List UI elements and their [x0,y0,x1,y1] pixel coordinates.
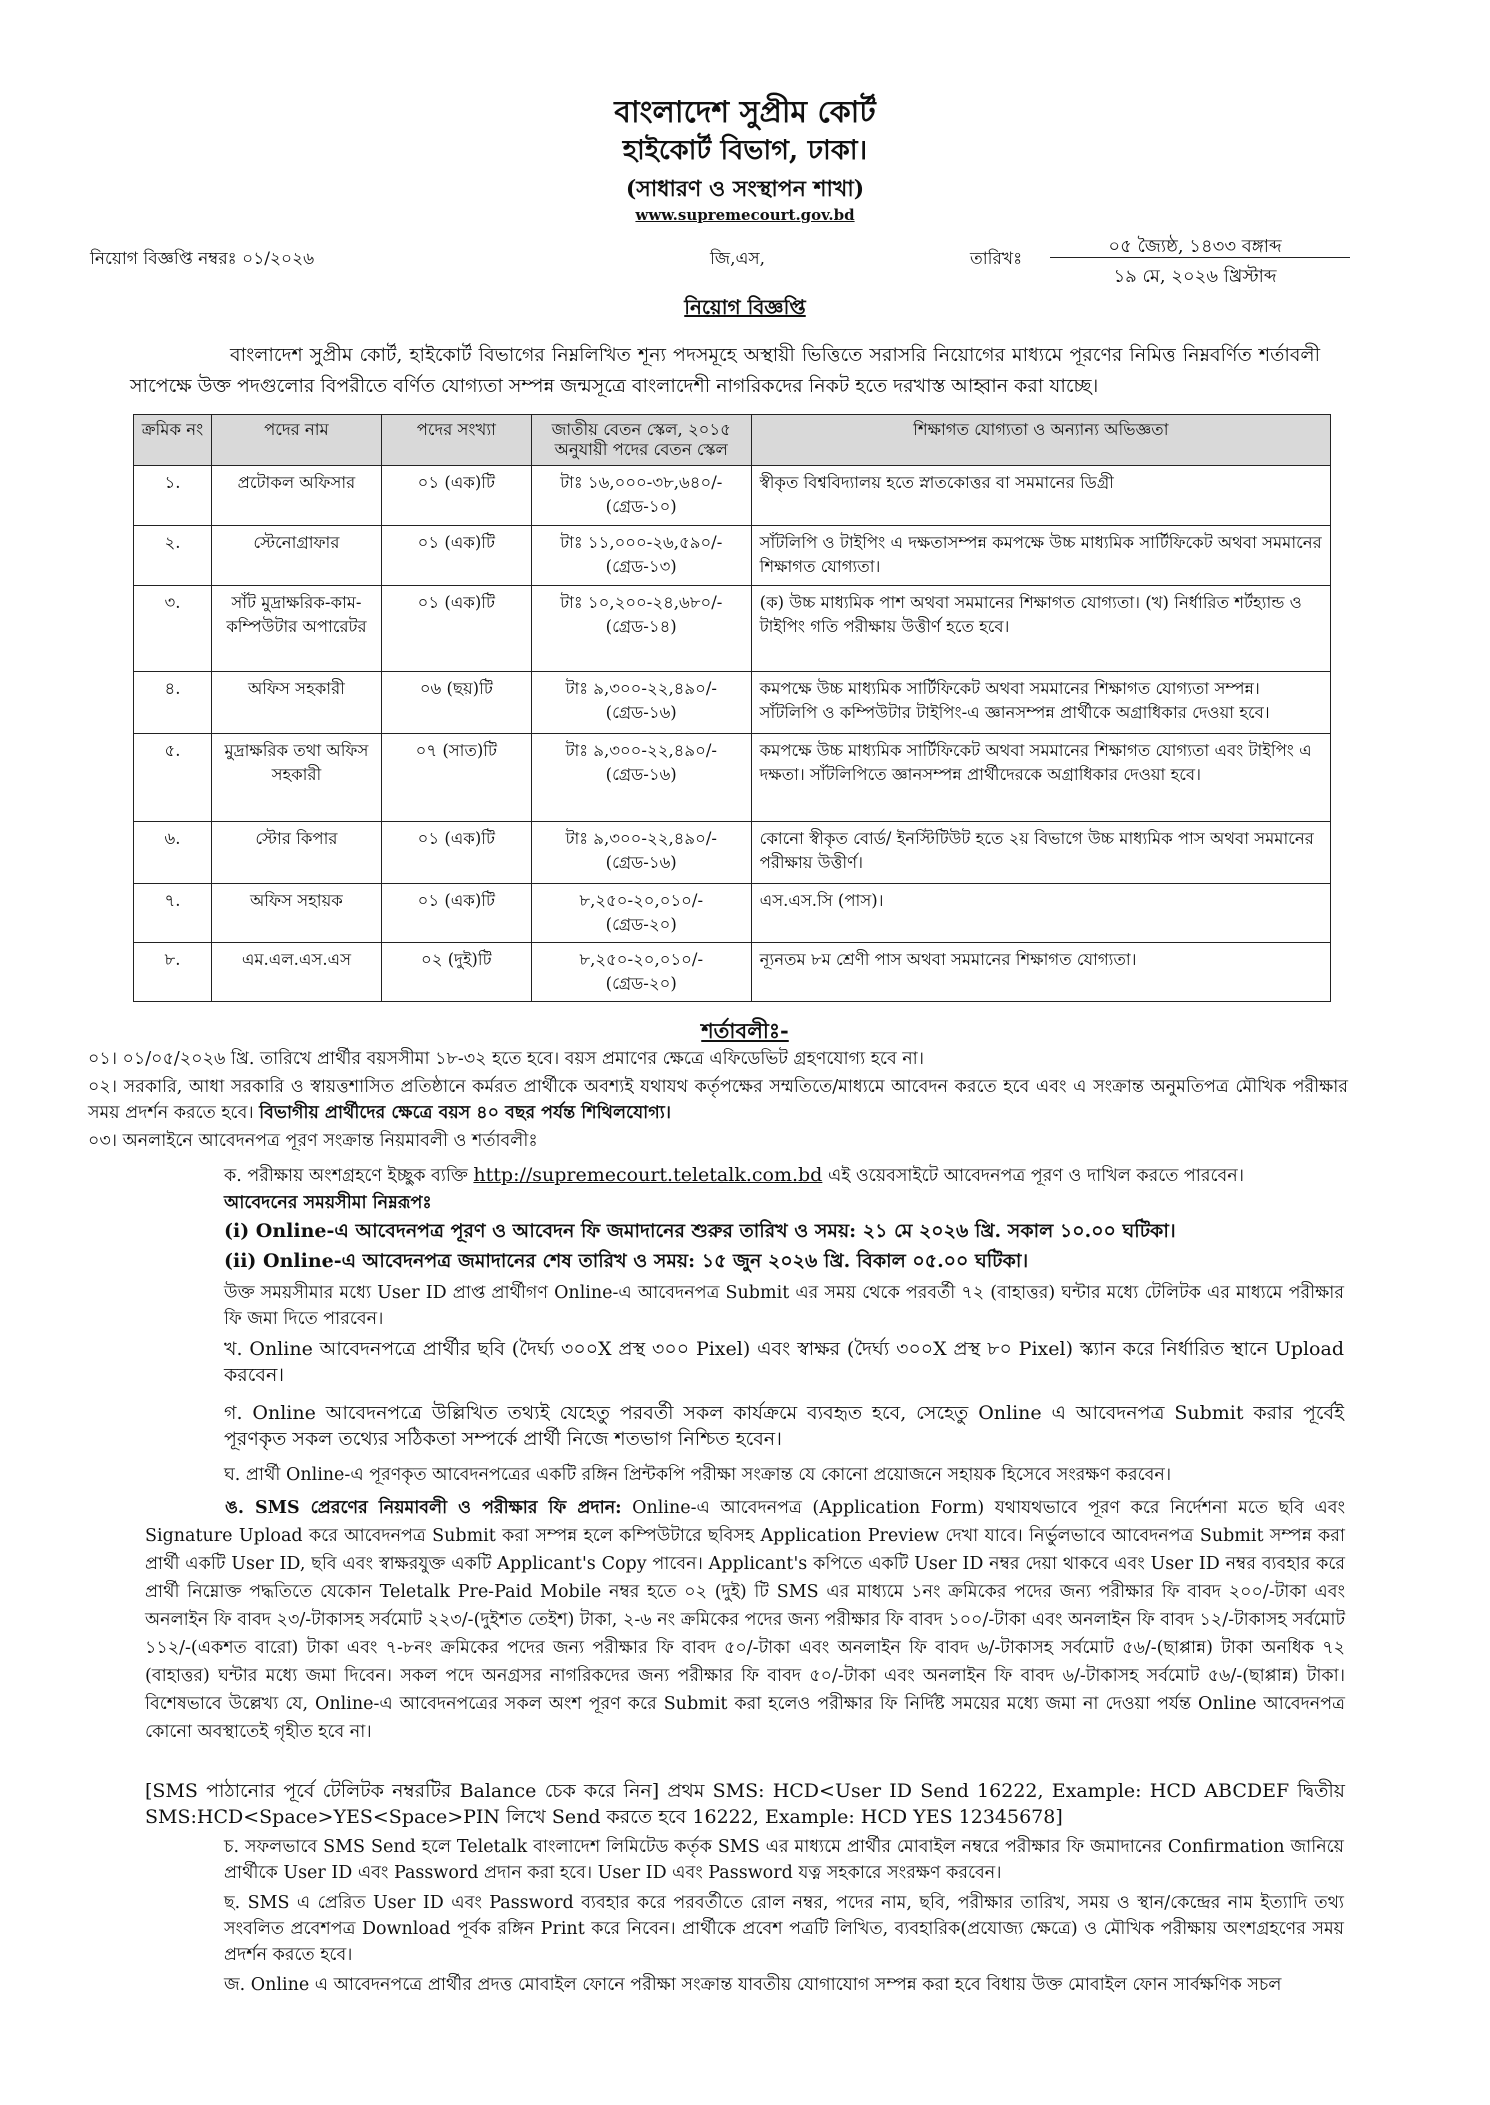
clause-kha: খ. Online আবেদনপত্রে প্রার্থীর ছবি (দৈর্ঘ্য ৩০০X প্রস্থ ৩০০ Pixel) এবং স্বাক্ষর (দৈর্ঘ্য ৩০০X প্রস্থ ৮০ Pixel) স্ক্যান করে নির্ধারিত স্থানে Upload করবেন। [224,1338,1344,1386]
cell-grade: (গ্রেড-১৬) [605,853,677,872]
table-row [134,943,1331,1002]
clause-cha: চ. সফলভাবে SMS Send হলে Teletalk বাংলাদেশ লিমিটেড কর্তৃক SMS এর মাধ্যমে প্রার্থীর মোবাইল নম্বরে পরীক্ষার ফি জমাদানের Confirmation জানিয়ে প্রার্থীকে User ID এবং Password প্রদান করা হবে। User ID এবং Password যত্ন সহকারে সংরক্ষণ করবেন। [224,1837,1344,1883]
conditions-title: শর্তাবলীঃ- [701,1018,789,1043]
cell-scale-amount: টাঃ ৯,৩০০-২২,৪৯০/- [565,829,717,848]
gs-reference: জি,এস, [710,249,766,269]
cell-scale-amount: টাঃ ৯,৩০০-২২,৪৯০/- [565,741,717,760]
cell-scale [531,884,751,943]
condition-03: ০৩। অনলাইনে আবেদনপত্র পূরণ সংক্রান্ত নিয়মাবলী ও শর্তাবলীঃ [88,1131,538,1151]
branch-name: (সাধারণ ও সংস্থাপন শাখা) [625,176,865,202]
header-serial: ক্রমিক নং [134,415,212,466]
cell-count: ০১ (এক)টি [381,526,531,586]
clause-umo-head: ঙ. SMS প্রেরণের নিয়মাবলী ও পরীক্ষার ফি প্রদান: [225,1498,622,1518]
clause-ja: জ. Online এ আবেদনপত্রে প্রার্থীর প্রদত্ত মোবাইল ফোনে পরীক্ষা সংক্রান্ত যাবতীয় যোগাযোগ সম্পন্ন করা হবে বিধায় উক্ত মোবাইল ফোন সার্বক্ষণিক সচল [224,1975,1282,1995]
cell-grade: (গ্রেড-১৩) [605,557,677,576]
cell-serial: ৮. [134,943,212,1002]
cell-qualification: কোনো স্বীকৃত বোর্ড/ ইনস্টিটিউট হতে ২য় বিভাগে উচ্চ মাধ্যমিক পাস অথবা সমমানের পরীক্ষায় উত্তীর্ণ। [751,822,1330,884]
table-row [134,734,1331,822]
table-row [134,672,1331,734]
cell-qualification: কমপক্ষে উচ্চ মাধ্যমিক সার্টিফিকেট অথবা সমমানের শিক্ষাগত যোগ্যতা সম্পন্ন। সাঁটলিপি ও কম্পিউটার টাইপিং-এ জ্ঞানসম্পন্ন প্রার্থীকে অগ্রাধিকার দেওয়া হবে। [751,672,1330,734]
cell-scale [531,943,751,1002]
cell-count: ০১ (এক)টি [381,586,531,672]
table-header-row [134,415,1331,466]
date-label: তারিখঃ [970,249,1023,269]
cell-scale-amount: ৮,২৫০-২০,০১০/- [579,891,704,910]
division-name: হাইকোর্ট বিভাগ, ঢাকা। [622,135,868,166]
table-row [134,586,1331,672]
website-link[interactable]: www.supremecourt.gov.bd [635,206,855,224]
cell-post: প্রটোকল অফিসার [211,466,381,526]
cell-count: ০১ (এক)টি [381,884,531,943]
clause-ka-post: এই ওয়েবসাইটে আবেদনপত্র পূরণ ও দাখিল করতে পারবেন। [827,1166,1244,1186]
cell-serial: ৬. [134,822,212,884]
clause-ga: গ. Online আবেদনপত্রে উল্লিখিত তথ্যই যেহেতু পরবর্তী সকল কার্যক্রমে ব্যবহৃত হবে, সেহেতু Online এ আবেদনপত্র Submit করার পূর্বেই পূরণকৃত সকল তথ্যের সঠিকতা সম্পর্কে প্রার্থী নিজে শতভাগ নিশ্চিত হবেন। [224,1402,1344,1450]
cell-scale-amount: টাঃ ৯,৩০০-২২,৪৯০/- [565,679,717,698]
header-post: পদের নাম [211,415,381,466]
org-name: বাংলাদেশ সুপ্রীম কোর্ট [614,95,876,130]
deadline-heading: আবেদনের সময়সীমা নিম্নরূপঃ [224,1193,432,1213]
cell-count: ০২ (দুই)টি [381,943,531,1002]
cell-scale [531,586,751,672]
cell-grade: (গ্রেড-১০) [605,497,677,516]
cell-scale [531,526,751,586]
cell-grade: (গ্রেড-২০) [605,915,677,934]
cell-post: স্টেনোগ্রাফার [211,526,381,586]
cell-serial: ৭. [134,884,212,943]
cell-qualification: ন্যূনতম ৮ম শ্রেণী পাস অথবা সমমানের শিক্ষাগত যোগ্যতা। [751,943,1330,1002]
cell-grade: (গ্রেড-১৬) [605,703,677,722]
cell-post: সাঁট মুদ্রাক্ষরিক-কাম-কম্পিউটার অপারেটর [211,586,381,672]
cell-qualification: স্বীকৃত বিশ্ববিদ্যালয় হতে স্নাতকোত্তর বা সমমানের ডিগ্রী [751,466,1330,526]
clause-ka [224,1162,1344,1189]
cell-serial: ২. [134,526,212,586]
clause-gha: ঘ. প্রার্থী Online-এ পূরণকৃত আবেদনপত্রের একটি রঙ্গিন প্রিন্টকপি পরীক্ষা সংক্রান্ত যে কোনো প্রয়োজনে সহায়ক হিসেবে সংরক্ষণ করবেন। [224,1465,1172,1485]
clause-umo-body: Online-এ আবেদনপত্র (Application Form) যথাযথভাবে পূরণ করে নির্দেশনা মতে ছবি এবং Signature Upload করে আবেদনপত্র Submit করা সম্পন্ন হলে কম্পিউটারে ছবিসহ Application Preview দেখা যাবে। নির্ভুলভাবে আবেদনপত্র Submit সম্পন্ন করা প্রার্থী একটি User ID, ছবি এবং স্বাক্ষরযুক্ত একটি Applicant's Copy পাবেন। Applicant's কপিতে একটি User ID নম্বর দেয়া থাকবে এবং User ID নম্বর ব্যবহার করে প্রার্থী নিম্নোক্ত পদ্ধতিতে যেকোন Teletalk Pre-Paid Mobile নম্বর হতে ০২ (দুই) টি SMS এর মাধ্যমে ১নং ক্রমিকের পদের জন্য পরীক্ষার ফি বাবদ ২০০/-টাকা এবং অনলাইন ফি বাবদ ২৩/-টাকাসহ সর্বমোট ২২৩/-(দুইশত তেইশ) টাকা, ২-৬ নং ক্রমিকের পদের জন্য পরীক্ষার ফি বাবদ ১০০/-টাকা এবং অনলাইন ফি বাবদ ১২/-টাকাসহ সর্বমোট ১১২/-(একশত বারো) টাকা এবং ৭-৮নং ক্রমিকের পদের জন্য পরীক্ষার ফি বাবদ ৫০/-টাকা এবং অনলাইন ফি বাবদ ৬/-টাকাসহ সর্বমোট ৫৬/-(ছাপ্পান্ন) টাকা অনধিক ৭২ (বাহাত্তর) ঘন্টার মধ্যে জমা দিবেন। সকল পদে অনগ্রসর নাগরিকদের জন্য পরীক্ষার ফি বাবদ ৫০/-টাকা এবং অনলাইন ফি বাবদ ৬/-টাকাসহ সর্বমোট ৫৬/-(ছাপ্পান্ন) টাকা। বিশেষভাবে উল্লেখ্য যে, Online-এ আবেদনপত্রের সকল অংশ পূরণ করে Submit করা হলেও পরীক্ষার ফি নির্দিষ্ট সময়ের মধ্যে জমা না দেওয়া পর্যন্ত Online আবেদনপত্র কোনো অবস্থাতেই গৃহীত হবে না। [145,1498,1345,1742]
clause-chha: ছ. SMS এ প্রেরিত User ID এবং Password ব্যবহার করে পরবর্তীতে রোল নম্বর, পদের নাম, ছবি, পরীক্ষার তারিখ, সময় ও স্থান/কেন্দ্রের নাম ইত্যাদি তথ্য সংবলিত প্রবেশপত্র Download পূর্বক রঙ্গিন Print করে নিবেন। প্রার্থীকে প্রবেশ পত্রটি লিখিত, ব্যবহারিক(প্রযোজ্য ক্ষেত্রে) ও মৌখিক পরীক্ষায় অংশগ্রহণের সময় প্রদর্শন করতে হবে। [224,1893,1344,1965]
cell-serial: ৪. [134,672,212,734]
cell-scale [531,672,751,734]
cell-qualification: কমপক্ষে উচ্চ মাধ্যমিক সার্টিফিকেট অথবা সমমানের শিক্ষাগত যোগ্যতা এবং টাইপিং এ দক্ষতা। সাঁটলিপিতে জ্ঞানসম্পন্ন প্রার্থীদেরকে অগ্রাধিকার দেওয়া হবে। [751,734,1330,822]
table-row [134,884,1331,943]
cell-scale-amount: ৮,২৫০-২০,০১০/- [579,950,704,969]
cell-qualification: সাঁটলিপি ও টাইপিং এ দক্ষতাসম্পন্ন কমপক্ষে উচ্চ মাধ্যমিক সার্টিফিকেট অথবা সমমানের শিক্ষাগত যোগ্যতা। [751,526,1330,586]
notice-title: নিয়োগ বিজ্ঞপ্তি [684,295,806,319]
date-english: ১৯ মে, ২০২৬ খ্রিস্টাব্দ [1113,266,1277,287]
header-qualification: শিক্ষাগত যোগ্যতা ও অন্যান্য অভিজ্ঞতা [751,415,1330,466]
clause-umo [145,1494,1345,1746]
fee-deadline-note: উক্ত সময়সীমার মধ্যে User ID প্রাপ্ত প্রার্থীগণ Online-এ আবেদনপত্র Submit এর সময় থেকে পরবর্তী ৭২ (বাহাত্তর) ঘন্টার মধ্যে টেলিটক এর মাধ্যমে পরীক্ষার ফি জমা দিতে পারবেন। [224,1283,1344,1329]
cell-scale-amount: টাঃ ১৬,০০০-৩৮,৬৪০/- [560,473,723,492]
clause-ka-pre: ক. পরীক্ষায় অংশগ্রহণে ইচ্ছুক ব্যক্তি [224,1166,468,1186]
header-scale-line2: অনুযায়ী পদের বেতন স্কেল [554,440,728,459]
cell-scale [531,466,751,526]
cell-scale-amount: টাঃ ১০,২০০-২৪,৬৮০/- [560,593,723,612]
table-row [134,466,1331,526]
table-row [134,822,1331,884]
deadline-start: (i) Online-এ আবেদনপত্র পূরণ ও আবেদন ফি জমাদানের শুরুর তারিখ ও সময়: ২১ মে ২০২৬ খ্রি. সকাল ১০.০০ ঘটিকা। [224,1220,1176,1242]
date-bangla: ০৫ জ্যৈষ্ঠ, ১৪৩৩ বঙ্গাব্দ [1108,236,1282,257]
cell-serial: ৩. [134,586,212,672]
cell-post: স্টোর কিপার [211,822,381,884]
cell-post: অফিস সহায়ক [211,884,381,943]
cell-grade: (গ্রেড-২০) [605,974,677,993]
cell-grade: (গ্রেড-১৬) [605,765,677,784]
deadline-end: (ii) Online-এ আবেদনপত্র জমাদানের শেষ তারিখ ও সময়: ১৫ জুন ২০২৬ খ্রি. বিকাল ০৫.০০ ঘটিকা। [224,1250,1029,1272]
cell-post: অফিস সহকারী [211,672,381,734]
intro-paragraph: বাংলাদেশ সুপ্রীম কোর্ট, হাইকোর্ট বিভাগের নিম্নলিখিত শূন্য পদসমূহে অস্থায়ী ভিত্তিতে সরাসরি নিয়োগের মাধ্যমে পূরণের নিমিত্ত নিম্নবর্ণিত শর্তাবলী সাপেক্ষে উক্ত পদগুলোর বিপরীতে বর্ণিত যোগ্যতা সম্পন্ন জন্মসূত্রে বাংলাদেশী নাগরিকদের নিকট হতে দরখাস্ত আহ্বান করা যাচ্ছে। [130,344,1320,397]
sms-format: [SMS পাঠানোর পূর্বে টেলিটক নম্বরটির Balance চেক করে নিন] প্রথম SMS: HCD<User ID Send 16222, Example: HCD ABCDEF দ্বিতীয় SMS:HCD<Space>YES<Space>PIN লিখে Send করতে হবে 16222, Example: HCD YES 12345678] [145,1780,1345,1828]
cell-serial: ১. [134,466,212,526]
table-row [134,526,1331,586]
cell-grade: (গ্রেড-১৪) [605,617,677,636]
cell-count: ০৭ (সাত)টি [381,734,531,822]
condition-01: ০১। ০১/০৫/২০২৬ খ্রি. তারিখে প্রার্থীর বয়সসীমা ১৮-৩২ হতে হবে। বয়স প্রমাণের ক্ষেত্রে এফিডেভিট গ্রহণযোগ্য হবে না। [88,1049,925,1069]
vacancy-table [133,414,1331,1002]
notice-number: নিয়োগ বিজ্ঞপ্তি নম্বরঃ ০১/২০২৬ [90,249,315,269]
condition-02-relaxation: বিভাগীয় প্রার্থীদের ক্ষেত্রে বয়স ৪০ বছর পর্যন্ত শিথিলযোগ্য। [259,1103,672,1123]
cell-scale-amount: টাঃ ১১,০০০-২৬,৫৯০/- [560,533,723,552]
cell-count: ০১ (এক)টি [381,466,531,526]
condition-02-text: ০২। সরকারি, আধা সরকারি ও স্বায়ত্তশাসিত প্রতিষ্ঠানে কর্মরত প্রার্থীকে অবশ্যই যথাযথ কর্তৃপক্ষের সম্মতিতে/মাধ্যমে আবেদন করতে হবে এবং এ সংক্রান্ত অনুমতিপত্র মৌখিক পরীক্ষার সময় প্রদর্শন করতে হবে। [88,1077,1348,1123]
cell-count: ০৬ (ছয়)টি [381,672,531,734]
header-scale [531,415,751,466]
cell-scale [531,822,751,884]
header-scale-line1: জাতীয় বেতন স্কেল, ২০১৫ [551,420,731,439]
condition-02 [88,1074,1348,1126]
cell-scale [531,734,751,822]
date-divider [1050,257,1350,258]
header-count: পদের সংখ্যা [381,415,531,466]
cell-post: মুদ্রাক্ষরিক তথা অফিস সহকারী [211,734,381,822]
cell-post: এম.এল.এস.এস [211,943,381,1002]
cell-qualification: এস.এস.সি (পাস)। [751,884,1330,943]
teletalk-link[interactable]: http://supremecourt.teletalk.com.bd [473,1164,823,1186]
cell-qualification: (ক) উচ্চ মাধ্যমিক পাশ অথবা সমমানের শিক্ষাগত যোগ্যতা। (খ) নির্ধারিত শর্টহ্যান্ড ও টাইপিং গতি পরীক্ষায় উত্তীর্ণ হতে হবে। [751,586,1330,672]
cell-count: ০১ (এক)টি [381,822,531,884]
cell-serial: ৫. [134,734,212,822]
